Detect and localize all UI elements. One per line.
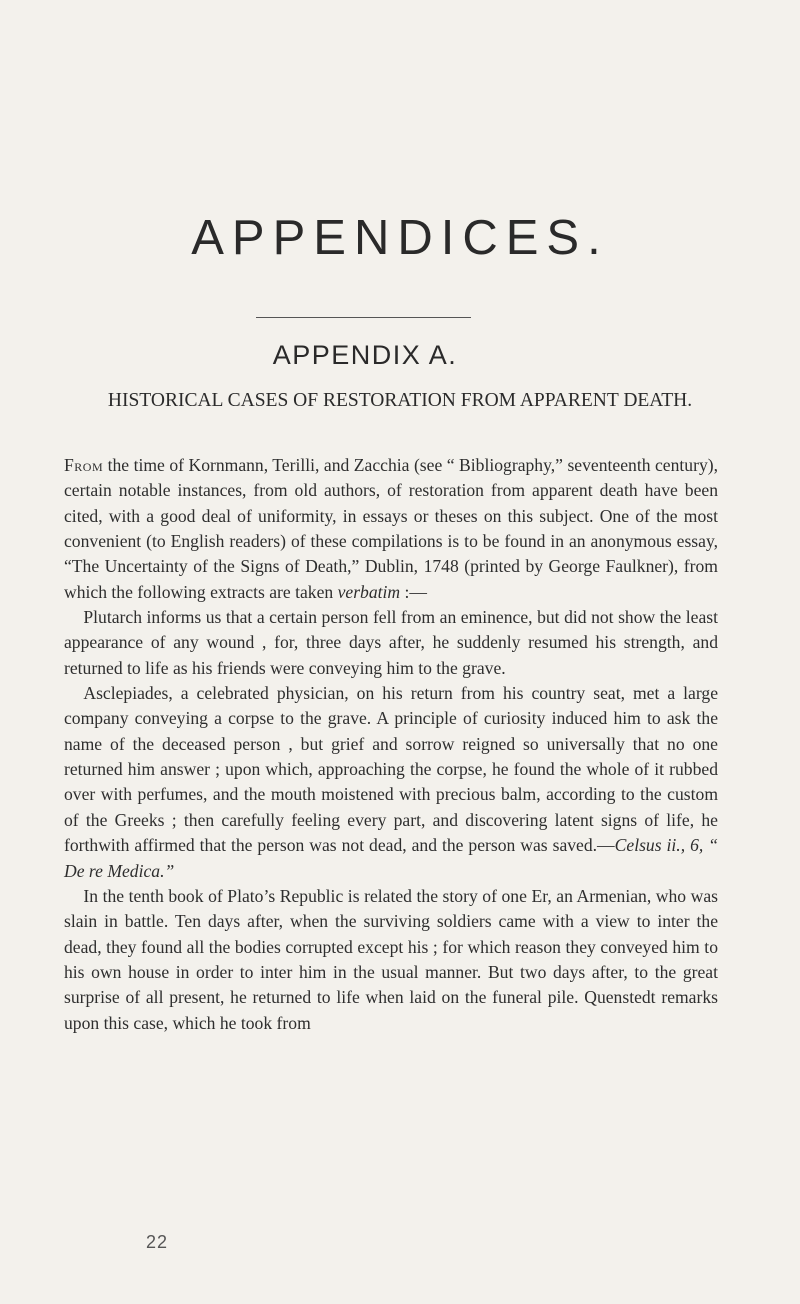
section-heading: HISTORICAL CASES OF RESTORATION FROM APPARENT DEATH. <box>107 390 693 411</box>
title-divider <box>256 317 471 318</box>
paragraph-1-italic: verbatim <box>337 581 401 602</box>
paragraph-1 <box>64 453 718 605</box>
appendix-title: APPENDIX A. <box>272 340 458 370</box>
page-signature: 22 <box>146 1232 169 1252</box>
main-title: APPENDICES. <box>191 211 609 265</box>
paragraph-1-lead: From <box>64 455 104 475</box>
paragraph-4: In the tenth book of Plato’s Republic is related the story of one Er, an Armenian, who was slain in battle. Ten days after, when the surviving soldiers came with a view to inter the dead, they found all the bodies corrupted except his ; for which reason they conveyed him to his own house in order to inter him in the usual manner. But two days after, to the great surprise of all present, he returned to life when laid on the funeral pile. Quenstedt remarks upon this case, which he took from <box>64 885 718 1033</box>
body-text <box>64 453 718 1036</box>
paragraph-3-text: Asclepiades, a celebrated physician, on his return from his country seat, met a large company conveying a corpse to the grave. A principle of curiosity induced him to ask the name of the deceased person , but grief and sorrow reigned so universally that no one returned him answer ; upon which, approaching the corpse, he found the whole of it rubbed over with perfumes, and the mouth moistened with precious balm, according to the custom of the Greeks ; then carefully feeling every part, and discovering latent signs of life, he forthwith affirmed that the person was not dead, and the person was saved.— <box>64 683 718 856</box>
paragraph-1-text: the time of Kornmann, Terilli, and Zacchia (see “ Bibliography,” seventeenth century), certain notable instances, from old authors, of restoration from apparent death have been cited, with a good deal of uniformity, in essays or theses on this subject. One of the most convenient (to English readers) of these compilations is to be found in an anonymous essay, “The Uncertainty of the Signs of Death,” Dublin, 1748 (printed by George Faulkner), from which the following extracts are taken <box>64 455 718 602</box>
paragraph-2: Plutarch informs us that a certain person fell from an eminence, but did not show the least appearance of any wound , for, three days after, he suddenly resumed his strength, and returned to life as his friends were conveying him to the grave. <box>64 607 718 678</box>
paragraph-3-citation: Celsus ii., 6, “ De re Medica.” <box>64 835 718 881</box>
paragraph-3 <box>64 681 718 884</box>
paragraph-1-tail: :— <box>400 581 428 602</box>
